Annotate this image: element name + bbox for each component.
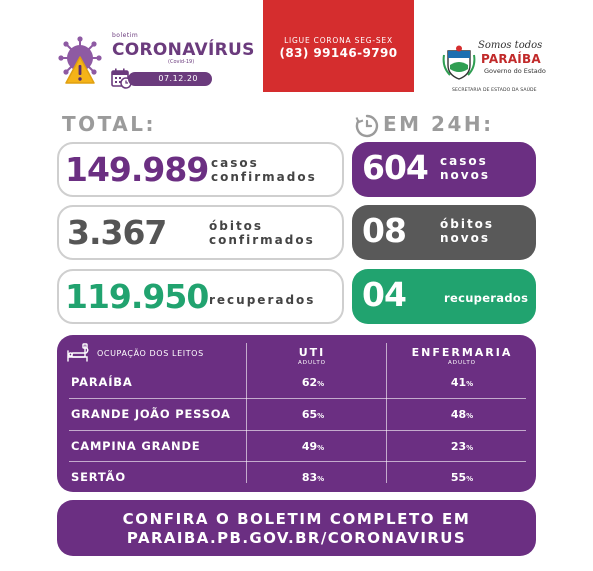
beds-title: OCUPAÇÃO DOS LEITOS	[97, 349, 204, 358]
total-heading: TOTAL:	[62, 112, 156, 136]
region-name: PARAÍBA	[71, 375, 133, 389]
new-deaths-card	[352, 205, 536, 260]
new-cases-label-1: casos	[440, 154, 488, 168]
hotline-label: LIGUE CORONA SEG-SEX	[284, 36, 393, 45]
hotline-box	[263, 0, 414, 92]
row-divider	[69, 430, 526, 431]
state-crest-icon	[442, 45, 476, 81]
state-name: PARAÍBA	[481, 52, 541, 66]
secretariat-label: SECRETARIA DE ESTADO DA SAÚDE	[452, 88, 537, 93]
government-label: Governo do Estado	[484, 67, 546, 75]
total-deaths-value: 3.367	[67, 213, 167, 252]
warning-icon	[64, 55, 96, 85]
full-bulletin-banner[interactable]	[57, 500, 536, 556]
clock-24h-icon	[355, 114, 379, 138]
total-recovered-card	[57, 269, 344, 324]
bulletin-date: 07.12.20	[128, 72, 212, 86]
new-recovered-label: recuperados	[444, 291, 529, 305]
uti-column-title: UTI	[298, 346, 326, 359]
new-recovered-value: 04	[362, 275, 406, 314]
total-confirmed-label-2: confirmados	[211, 170, 317, 184]
uti-occupancy: 65%	[301, 408, 325, 421]
uti-column-subtitle: ADULTO	[297, 360, 327, 366]
total-deaths-card	[57, 205, 344, 260]
new-deaths-value: 08	[362, 211, 406, 250]
slogan-text: Somos todos	[478, 40, 543, 51]
bulletin-title: CORONAVÍRUS	[112, 40, 255, 60]
bulletin-label: boletim	[112, 32, 139, 39]
total-recovered-value: 119.950	[65, 277, 209, 316]
ward-column-title: ENFERMARIA	[411, 346, 513, 359]
ward-column-subtitle: ADULTO	[447, 360, 477, 366]
ward-occupancy: 55%	[450, 471, 474, 484]
uti-occupancy: 83%	[301, 471, 325, 484]
bulletin-subtitle: (Covid-19)	[168, 59, 195, 65]
row-divider	[69, 461, 526, 462]
total-deaths-label-1: óbitos	[209, 219, 264, 233]
bulletin-link[interactable]: PARAIBA.PB.GOV.BR/CORONAVIRUS	[126, 529, 467, 547]
ward-occupancy: 48%	[450, 408, 474, 421]
total-recovered-label: recuperados	[209, 293, 316, 307]
ward-occupancy: 23%	[450, 440, 474, 453]
hotline-number: (83) 99146-9790	[279, 46, 398, 60]
column-divider	[246, 343, 247, 483]
total-deaths-label-2: confirmados	[209, 233, 315, 247]
total-confirmed-label-1: casos	[211, 156, 259, 170]
new-deaths-label-2: novos	[440, 231, 490, 245]
column-divider	[386, 343, 387, 483]
uti-occupancy: 62%	[301, 376, 325, 389]
banner-text: CONFIRA O BOLETIM COMPLETO EM	[122, 510, 471, 528]
uti-occupancy: 49%	[301, 440, 325, 453]
new-cases-value: 604	[362, 148, 428, 187]
new-cases-label-2: novos	[440, 168, 490, 182]
last24h-heading: EM 24H:	[383, 112, 494, 136]
total-confirmed-value: 149.989	[65, 150, 209, 189]
new-deaths-label-1: óbitos	[440, 217, 495, 231]
total-confirmed-card	[57, 142, 344, 197]
region-name: GRANDE JOÃO PESSOA	[71, 407, 231, 421]
new-recovered-card	[352, 269, 536, 324]
bed-occupancy-table	[57, 335, 536, 492]
region-name: SERTÃO	[71, 470, 126, 484]
row-divider	[69, 398, 526, 399]
region-name: CAMPINA GRANDE	[71, 439, 201, 453]
ward-occupancy: 41%	[450, 376, 474, 389]
hospital-bed-icon	[65, 343, 91, 365]
new-cases-card	[352, 142, 536, 197]
